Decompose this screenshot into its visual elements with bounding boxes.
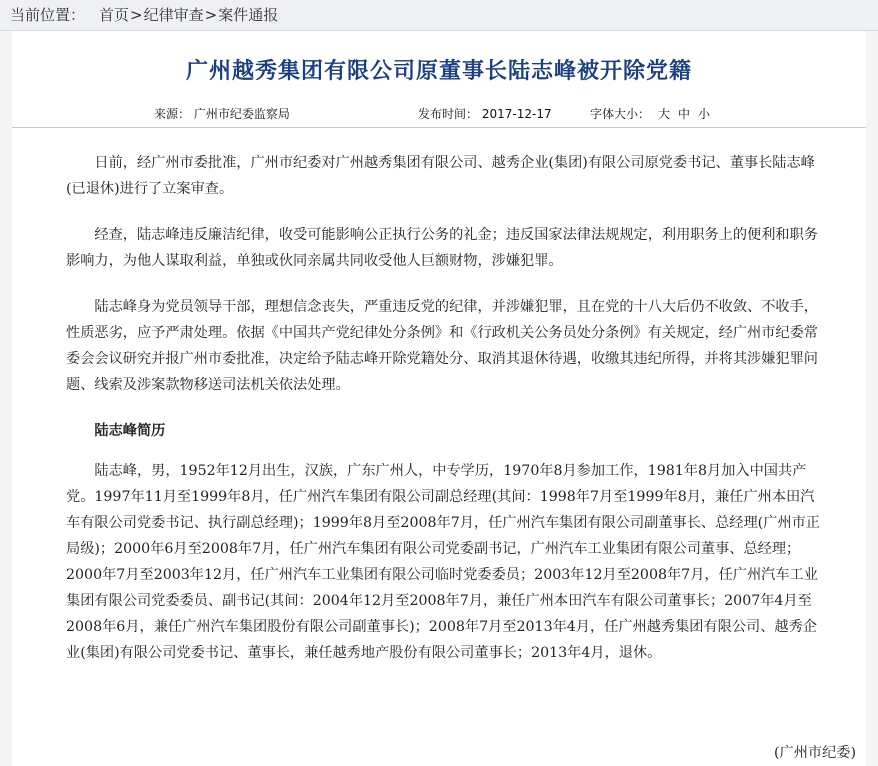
breadcrumb-discipline-review-link[interactable]: 纪律审查: [143, 6, 204, 24]
date-value: 2017-12-17: [481, 107, 552, 121]
publish-date: [418, 105, 552, 122]
source-value: 广州市纪委监察局: [193, 107, 290, 121]
font-size-large-button[interactable]: 大: [658, 107, 671, 121]
font-size-small-button[interactable]: 小: [698, 107, 711, 121]
breadcrumb-separator: >: [204, 6, 218, 24]
article-meta: [12, 105, 866, 128]
breadcrumb-case-report-link[interactable]: 案件通报: [218, 6, 279, 24]
source-label: 来源：: [154, 107, 191, 121]
breadcrumb: [0, 0, 878, 31]
breadcrumb-label: 当前位置：: [10, 6, 86, 24]
resume-paragraph: 陆志峰，男，1952年12月出生，汉族，广东广州人，中专学历，1970年8月参加工作，1981年8月加入中国共产党。1997年11月至1999年8月，任广州汽车集团有限公司副总经理(其间：1998年7月至1999年8月，兼任广州本田汽车有限公司党委书记、执行副总经理)；1999年8月至2008年7月，任广州汽车集团有限公司副董事长、总经理(广州市正局级)；2000年6月至2008年7月，任广州汽车集团有限公司党委副书记，广州汽车工业集团有限公司董事、总经理；2000年7月至2003年12月，任广州汽车工业集团有限公司临时党委委员；2003年12月至2008年7月，任广州汽车工业集团有限公司党委委员、副书记(其间：2004年12月至2008年7月，兼任广州本田汽车有限公司董事长；2007年4月至2008年6月，兼任广州汽车集团股份有限公司副董事长)；2008年7月至2013年4月，任广州越秀集团有限公司、越秀企业(集团)有限公司党委书记、董事长，兼任越秀地产股份有限公司董事长；2013年4月，退休。: [66, 463, 820, 661]
article-container: [0, 31, 878, 766]
article-signature: (广州市纪委): [773, 745, 856, 761]
article-title: 广州越秀集团有限公司原董事长陆志峰被开除党籍: [185, 59, 692, 84]
article-source: [154, 105, 290, 122]
article-body: [12, 150, 866, 666]
font-size-label: 字体大小：: [590, 107, 651, 121]
resume-heading: 陆志峰简历: [94, 423, 166, 439]
breadcrumb-home-link[interactable]: 首页: [99, 6, 130, 24]
font-size-medium-button[interactable]: 中: [678, 107, 691, 121]
breadcrumb-separator: >: [130, 6, 143, 24]
date-label: 发布时间：: [418, 107, 479, 121]
article-paragraph: 经查，陆志峰违反廉洁纪律，收受可能影响公正执行公务的礼金；违反国家法律法规规定，利用职务上的便利和职务影响力，为他人谋取利益，单独或伙同亲属共同收受他人巨额财物，涉嫌犯罪。: [66, 227, 818, 269]
font-size-controls: [590, 105, 710, 122]
article-paragraph: 陆志峰身为党员领导干部，理想信念丧失，严重违反党的纪律，并涉嫌犯罪，且在党的十八大后仍不收敛、不收手，性质恶劣，应予严肃处理。依据《中国共产党纪律处分条例》和《行政机关公务员处分条例》有关规定，经广州市纪委常委会会议研究并报广州市委批准，决定给予陆志峰开除党籍处分、取消其退休待遇，收缴其违纪所得，并将其涉嫌犯罪问题、线索及涉案款物移送司法机关依法处理。: [66, 299, 818, 393]
article-paragraph: 日前，经广州市委批准，广州市纪委对广州越秀集团有限公司、越秀企业(集团)有限公司原党委书记、董事长陆志峰(已退休)进行了立案审查。: [66, 155, 815, 197]
